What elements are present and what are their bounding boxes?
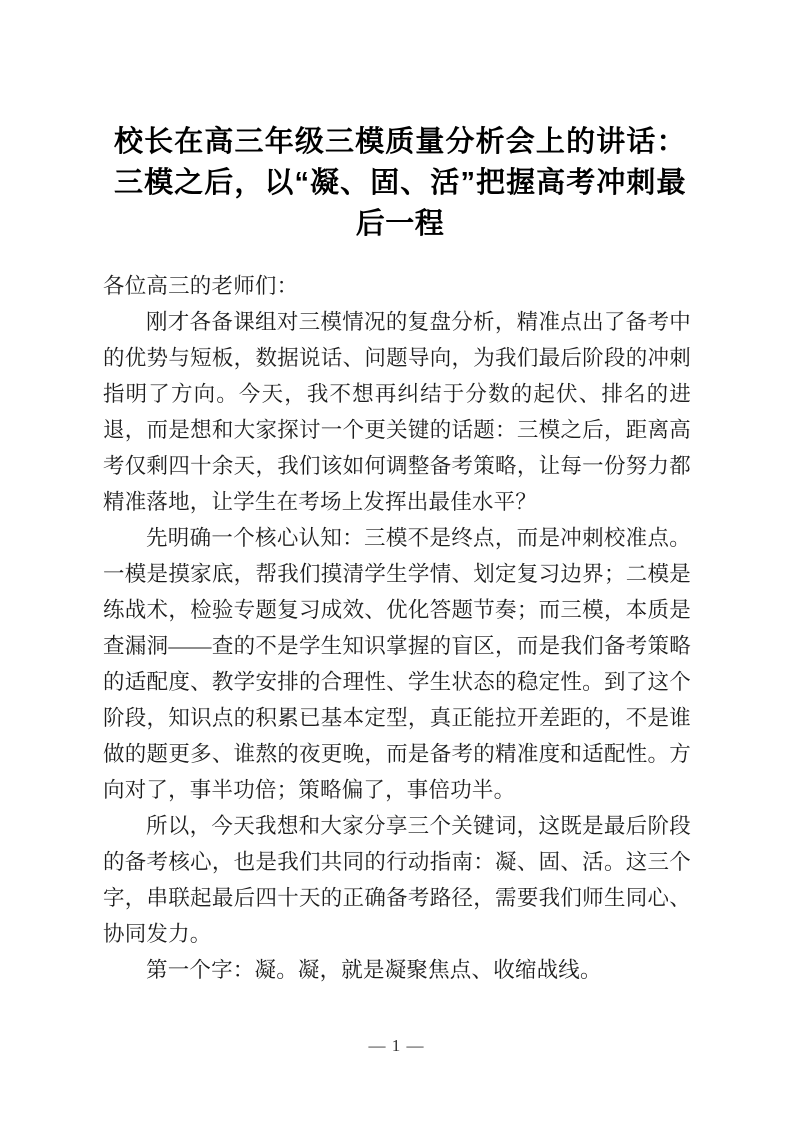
page-title: 校长在高三年级三模质量分析会上的讲话：三模之后，以“凝、固、活”把握高考冲刺最后一程 xyxy=(114,126,686,241)
document-body xyxy=(103,268,691,988)
page-number-footer: — 1 — xyxy=(368,1036,425,1055)
salutation-line: 各位高三的老师们： xyxy=(103,274,299,298)
body-paragraph-4: 第一个字：凝。凝，就是凝聚焦点、收缩战线。 xyxy=(146,958,602,982)
body-paragraph-1: 刚才各备课组对三模情况的复盘分析，精准点出了备考中的优势与短板，数据说话、问题导向，为我们最后阶段的冲刺指明了方向。今天，我不想再纠结于分数的起伏、排名的进退，而是想和大家探讨一个更关键的话题：三模之后，距离高考仅剩四十余天，我们该如何调整备考策略，让每一份努力都精准落地，让学生在考场上发挥出最佳水平？ xyxy=(103,310,691,514)
body-paragraph-3: 所以，今天我想和大家分享三个关键词，这既是最后阶段的备考核心，也是我们共同的行动指南：凝、固、活。这三个字，串联起最后四十天的正确备考路径，需要我们师生同心、协同发力。 xyxy=(103,814,691,946)
body-paragraph-2: 先明确一个核心认知：三模不是终点，而是冲刺校准点。一模是摸家底，帮我们摸清学生学情、划定复习边界；二模是练战术，检验专题复习成效、优化答题节奏；而三模，本质是查漏洞——查的不是学生知识掌握的盲区，而是我们备考策略的适配度、教学安排的合理性、学生状态的稳定性。到了这个阶段，知识点的积累已基本定型，真正能拉开差距的，不是谁做的题更多、谁熬的夜更晚，而是备考的精准度和适配性。方向对了，事半功倍；策略偏了，事倍功半。 xyxy=(103,526,691,802)
